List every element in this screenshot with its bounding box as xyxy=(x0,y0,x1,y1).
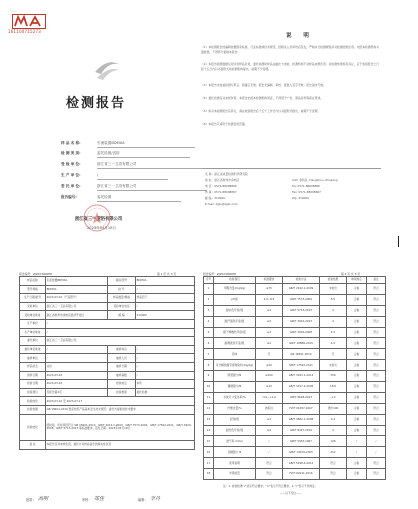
info-row xyxy=(20,354,195,363)
results-cell: / xyxy=(256,447,283,458)
results-cell: 合格 xyxy=(347,458,367,469)
results-cell: 耐光色牢度/级 xyxy=(214,425,256,436)
info-value-cell: / xyxy=(136,354,195,363)
info-row xyxy=(20,319,195,328)
contact-address-en: Add: 余杭区, Hangzhou, Zhejiang xyxy=(292,178,338,182)
field-value: 浙江省三一卫浴有限公司 xyxy=(97,162,137,166)
info-label-cell: 邮 编 xyxy=(108,311,136,320)
page-number: 第 2 页 共 3 页 xyxy=(341,272,361,276)
contact-zip-en: Zip: 310000 xyxy=(292,196,309,200)
results-footnote: 注：1. 检验结果"√"表示符合要求；"×"表示不符合要求。2. "/"表示不作判定。 xyxy=(223,484,318,488)
results-cell: ≥10 xyxy=(256,382,283,393)
cover-field-producer xyxy=(61,173,98,180)
page-number: 第 1 页 共 3 页 xyxy=(157,272,177,276)
results-cell: 符合 xyxy=(320,469,347,480)
results-cell: 合格 xyxy=(347,392,367,403)
results-cell: 17 xyxy=(204,458,214,469)
text-cursor xyxy=(398,236,399,247)
results-cell: 126 xyxy=(320,436,347,447)
info-value-cell: / xyxy=(46,345,108,354)
contact-divider xyxy=(203,168,381,169)
cover-field-category xyxy=(61,151,120,158)
results-cell: 纤维含量/% xyxy=(214,403,256,414)
results-cell: / xyxy=(347,436,367,447)
info-value-cell: 引流装置BDMXA xyxy=(46,277,108,286)
field-label: 生 产 单 位: xyxy=(61,173,81,177)
results-cell: 合格 xyxy=(347,294,367,305)
note-item: （5）如对本检测报告有异议，请在收到报告后十五个工作日内以书面形式提出，逾期不予受理。 xyxy=(201,109,321,113)
results-cell: GB/T 3922-2013 xyxy=(283,316,320,327)
note-item: （6）本报告只适用于检测目的范围。 xyxy=(201,122,248,126)
results-cell: 异味 xyxy=(214,349,256,360)
results-cell: 水洗尺寸变化率/% xyxy=(214,392,256,403)
results-cell: 符合 xyxy=(367,349,386,360)
results-cell: 符合 xyxy=(367,371,386,382)
results-cell: / xyxy=(367,447,386,458)
results-header-cell: 单项判定 xyxy=(347,277,367,284)
results-header-cell: 备注 xyxy=(367,277,386,284)
results-cell: 18.6 xyxy=(320,382,347,393)
results-cell: 2 xyxy=(204,294,214,305)
results-cell: 断裂强力/N xyxy=(214,371,256,382)
results-cell: 8 xyxy=(204,360,214,371)
results-cell: pH值 xyxy=(214,294,256,305)
info-label-cell: 抽样日期 xyxy=(108,362,136,371)
info-label-cell: 抽样基数 xyxy=(108,371,136,380)
test-results-table xyxy=(203,276,386,480)
results-header-cell: 序号 xyxy=(204,277,214,284)
results-cell: 符合 xyxy=(367,414,386,425)
info-value-cell: / xyxy=(46,354,108,363)
results-cell: 9 xyxy=(204,371,214,382)
results-cell: ≥3 xyxy=(256,316,283,327)
cma-logo xyxy=(12,14,46,29)
info-label-cell: 检验日期 xyxy=(20,380,46,389)
info-label-cell: 受检单位地址 xyxy=(20,311,46,320)
results-row xyxy=(204,294,386,305)
info-value-cell: / xyxy=(136,285,195,294)
info-row xyxy=(20,294,195,303)
contact-name: 名 称：浙江省质量检测科学研究院 xyxy=(205,172,248,176)
results-row xyxy=(204,316,386,327)
company-logo xyxy=(92,56,122,82)
results-cell: 合格 xyxy=(347,305,367,316)
info-value-cell: BDMXA xyxy=(136,277,195,286)
results-cell: 未检出 xyxy=(320,360,347,371)
results-cell: 4 xyxy=(204,316,214,327)
info-row xyxy=(20,397,195,406)
results-cell: 符合 xyxy=(367,338,386,349)
results-header-cell: 检验项目 xyxy=(214,277,256,284)
results-cell: / xyxy=(367,436,386,447)
results-cell: FZ/T 62011-2016 xyxy=(283,469,320,480)
results-cell: ≤75 xyxy=(256,284,283,295)
info-value-cell: 浙江省三一卫浴有限公司 xyxy=(46,337,195,346)
contact-zip: 邮 编：310000 xyxy=(205,196,225,200)
info-label-cell: 检验地点 xyxy=(108,380,136,389)
results-cell: 合格 xyxy=(347,371,367,382)
results-cell: 4 xyxy=(320,425,347,436)
results-cell: 4 xyxy=(320,316,347,327)
note-item: （4）委托检测仅对来样负责；本报告未经本检测机构同意，不得用于广告、商品宣传等商业用途。 xyxy=(201,96,324,100)
results-cell: 耐汗渍色牢度/级 xyxy=(214,316,256,327)
results-cell: 符合 xyxy=(367,284,386,295)
results-cell: 5 xyxy=(204,327,214,338)
contact-email: E-mail: zjjzx@zjjzx.com xyxy=(205,202,238,206)
results-cell: GB 18401-2010 xyxy=(283,349,320,360)
field-label: 报告编号: xyxy=(61,195,77,199)
info-value-cell: 浙江省三一卫浴有限公司 xyxy=(46,302,108,311)
results-cell: 合格 xyxy=(347,338,367,349)
contact-phone: 电 话：0571-88008866 xyxy=(205,184,237,188)
results-cell: 顶破强力 N xyxy=(214,447,256,458)
info-row xyxy=(20,311,195,320)
results-header-cell: 检验方法 xyxy=(283,277,320,284)
results-cell: GB/T 2912.1-2009 xyxy=(283,284,320,295)
results-cell: ≥3 xyxy=(256,327,283,338)
results-row xyxy=(204,403,386,414)
results-cell: 符合 xyxy=(367,425,386,436)
results-cell: 未检出 xyxy=(320,284,347,295)
reviewer-label: 审核： xyxy=(82,498,92,502)
results-cell: 符合 xyxy=(320,458,347,469)
info-label-cell: 委托单位 xyxy=(20,337,46,346)
results-cell: 14 xyxy=(204,425,214,436)
results-cell: GB/T 8628-2013 xyxy=(283,392,320,403)
results-cell: GB/T 3920-2008 xyxy=(283,327,320,338)
results-cell: GB/T 17592-2011 xyxy=(283,360,320,371)
cover-footer-company: 浙江省三一卫浴有限公司 xyxy=(75,217,123,222)
results-row xyxy=(204,382,386,393)
info-label-cell: 样品状态 xyxy=(20,362,46,371)
info-value-cell: 完好 xyxy=(46,362,108,371)
results-cell: 18 xyxy=(204,469,214,480)
field-value: 委托检测 xyxy=(97,195,112,199)
results-cell: -1.2 xyxy=(320,392,347,403)
reviewer-signature: 郑佳 xyxy=(94,496,105,502)
field-value: / xyxy=(97,173,99,177)
info-label-cell: 受检单位电话 xyxy=(108,302,136,311)
results-cell: 耐水色牢度/级 xyxy=(214,305,256,316)
sample-info-table xyxy=(19,276,195,450)
results-cell: 12 xyxy=(204,403,214,414)
info-label-cell: 抽样单位 xyxy=(20,354,46,363)
field-label: 委 托 单 位: xyxy=(61,184,81,188)
info-label-cell: 受检单位 xyxy=(20,302,46,311)
info-value-cell: 见报告第2页 xyxy=(46,388,108,397)
contact-fax-en: Fax: 0571-88008867 xyxy=(292,190,321,194)
results-cell: 6 xyxy=(204,338,214,349)
results-cell: 耐干摩擦色牢度/级 xyxy=(214,327,256,338)
results-cell: 1 xyxy=(204,284,214,295)
cover-field-inspected-unit xyxy=(61,162,137,169)
results-cell: 合格 xyxy=(347,425,367,436)
contact-phone-en: Tel: 0571-88008866 xyxy=(292,184,320,188)
results-cell: 符合 xyxy=(367,469,386,480)
results-row xyxy=(204,425,386,436)
results-cell: ≥3 xyxy=(256,305,283,316)
info-label-cell: 样品数量/规格 xyxy=(108,294,136,303)
results-cell: 16 xyxy=(204,447,214,458)
results-cell: 合格 xyxy=(347,360,367,371)
results-cell: 11 xyxy=(204,392,214,403)
author-label: 编制： xyxy=(138,498,148,502)
results-cell: 7 xyxy=(204,349,214,360)
results-cell: 13 xyxy=(204,414,214,425)
field-value: 引流装置BDMXA xyxy=(97,141,125,145)
info-row xyxy=(20,362,195,371)
results-cell: GB/T 5713-2013 xyxy=(283,305,320,316)
results-cell: 使用说明 xyxy=(214,458,256,469)
results-cell: 耐唾液色牢度/级 xyxy=(214,338,256,349)
info-row xyxy=(20,388,195,397)
info-row xyxy=(20,337,195,346)
info-row xyxy=(20,345,195,354)
results-cell: 15 xyxy=(204,436,214,447)
results-row xyxy=(204,284,386,295)
results-cell: GB/T 5453-1997 xyxy=(283,436,320,447)
results-cell: 符合 xyxy=(256,458,283,469)
results-cell: 符合 xyxy=(367,294,386,305)
results-header-cell: 标准要求 xyxy=(256,277,283,284)
info-value-cell: BDMXA xyxy=(46,285,108,294)
info-value-cell: 2023-03-10 至 2023-03-17 xyxy=(46,397,195,406)
results-cell: 合格 xyxy=(347,327,367,338)
results-cell: 合格 xyxy=(347,316,367,327)
results-header-row xyxy=(204,277,386,284)
info-value-cell: 本所 xyxy=(136,380,195,389)
info-label-cell: 检验结论 xyxy=(20,397,46,406)
results-row xyxy=(204,458,386,469)
info-label-cell: 检验项目 xyxy=(20,388,46,397)
results-cell: GB/T 7573-2009 xyxy=(283,294,320,305)
results-cell: GB/T 8427-2019 xyxy=(283,425,320,436)
results-cell: ≥4 xyxy=(256,338,283,349)
info-label-cell: 检验结论 xyxy=(20,414,46,440)
results-cell: / xyxy=(347,447,367,458)
results-cell: 符合 xyxy=(367,382,386,393)
info-label-cell: 备 注 xyxy=(20,440,46,449)
info-row xyxy=(20,405,195,414)
info-value-cell: 样品若干 xyxy=(136,294,195,303)
results-cell: 符合 xyxy=(367,327,386,338)
info-value-cell: 2023-03-10（产品型号） xyxy=(46,294,108,303)
results-cell: 符合 xyxy=(367,403,386,414)
info-value-cell: 310000 xyxy=(136,311,195,320)
results-header-cell: 检验结果 xyxy=(320,277,347,284)
cma-number: 161100715273 xyxy=(8,29,41,34)
results-cell: 4-5 xyxy=(320,327,347,338)
info-row xyxy=(20,440,195,449)
results-cell: 外观质量 xyxy=(214,469,256,480)
info-label-cell: 商标/型号 xyxy=(108,277,136,286)
info-value-cell: / xyxy=(136,362,195,371)
results-row xyxy=(204,305,386,316)
results-cell: 4 xyxy=(320,305,347,316)
results-cell: 符合 xyxy=(367,360,386,371)
info-value-cell: / xyxy=(136,371,195,380)
field-label: 样 品 名 称: xyxy=(61,141,81,145)
cover-field-sample xyxy=(61,141,125,148)
info-label-cell: 生产日期/批号 xyxy=(20,294,46,303)
results-cell: 412 xyxy=(320,447,347,458)
results-row xyxy=(204,338,386,349)
results-cell: FZ/T 01057-2007 xyxy=(283,403,320,414)
results-cell: ≥4 xyxy=(256,425,283,436)
info-value-cell: / xyxy=(46,328,195,337)
results-cell: GB/T 3923.1-2013 xyxy=(283,371,320,382)
results-cell: ≥3 xyxy=(256,414,283,425)
results-cell: 4-5 xyxy=(320,338,347,349)
info-row xyxy=(20,414,195,440)
approver-label: 批准： xyxy=(26,498,36,502)
results-cell: 符合 xyxy=(367,305,386,316)
results-cell: GB/T 5296.4-2012 xyxy=(283,458,320,469)
field-label: 检 测 类 别: xyxy=(61,151,81,155)
info-label-cell: 委托单位地址 xyxy=(20,345,46,354)
contact-address: 地 址：浙江省杭州市余杭区 xyxy=(205,178,240,182)
results-cell: 涤纶100 xyxy=(320,403,347,414)
results-end-note: ——以下空白—— xyxy=(280,491,302,495)
results-cell: ≤20 xyxy=(256,360,283,371)
results-cell: 3-4 xyxy=(320,414,347,425)
results-cell: -3.0~+1.0 xyxy=(256,392,283,403)
results-row xyxy=(204,349,386,360)
results-cell: 无 xyxy=(320,349,347,360)
results-row xyxy=(204,447,386,458)
cover-field-report-type xyxy=(61,195,111,202)
results-cell: 合格 xyxy=(347,382,367,393)
results-cell: 符合 xyxy=(256,469,283,480)
info-value-cell: 委托检测 xyxy=(136,388,195,397)
results-cell: 合格 xyxy=(347,414,367,425)
info-value-cell: / xyxy=(136,345,195,354)
results-cell: ≥200 xyxy=(256,371,283,382)
results-row xyxy=(204,436,386,447)
results-cell: 符合 xyxy=(367,458,386,469)
results-cell: 3 xyxy=(204,305,214,316)
results-cell: 撕破强力/N xyxy=(214,382,256,393)
info-label-cell: 型号规格 xyxy=(20,285,46,294)
info-row xyxy=(20,371,195,380)
notes-title: 说 明 xyxy=(286,33,314,39)
results-cell: 合格 xyxy=(347,469,367,480)
info-value-cell: / xyxy=(136,302,195,311)
report-title: 检测报告 xyxy=(66,96,127,111)
info-value-cell: / xyxy=(46,319,195,328)
report-number: 报告编号：ZJ202300088 xyxy=(19,272,52,276)
results-cell: GB/T 3917.2-2009 xyxy=(283,382,320,393)
info-value-cell: 本报告仅对来样负责，委托方对样品信息的真实性负责 xyxy=(46,440,195,449)
info-value-cell: 2023-03-10 xyxy=(46,380,108,389)
results-cell: GB/T 4802.1-2008 xyxy=(283,414,320,425)
results-cell: GB/T 19976-2005 xyxy=(283,447,320,458)
info-label-cell: 抽样地点 xyxy=(108,345,136,354)
results-cell: GB/T 18886-2019 xyxy=(283,338,320,349)
info-value-cell: GB 18401-2010 国家纺织产品基本安全技术规范；委托方提供的技术要求 xyxy=(46,405,195,414)
info-row xyxy=(20,380,195,389)
results-cell: 合格 xyxy=(347,403,367,414)
cover-field-client xyxy=(61,184,137,191)
results-row xyxy=(204,392,386,403)
results-cell: 可分解致癌芳香胺染料(mg/kg) xyxy=(214,360,256,371)
info-label-cell: 生产单位地址 xyxy=(20,328,46,337)
results-row xyxy=(204,371,386,382)
info-value-cell: 浙江省杭州市余杭区经济开发区 xyxy=(46,311,108,320)
results-cell: 符合 xyxy=(367,316,386,327)
info-label-cell: 样品名称 xyxy=(20,277,46,286)
results-cell: 起球/级 xyxy=(214,414,256,425)
results-cell: 甲醛含量(mg/kg) xyxy=(214,284,256,295)
results-cell: 合格 xyxy=(347,284,367,295)
info-label-cell: 批 号 xyxy=(108,285,136,294)
info-value-cell: 2023-03-10 xyxy=(46,371,108,380)
results-cell: 10 xyxy=(204,382,214,393)
results-cell: 透气率 mm/s xyxy=(214,436,256,447)
results-cell: / xyxy=(256,436,283,447)
approver-signature: 高明 xyxy=(38,496,49,502)
info-value-cell: 经检验，所检项目符合 GB 18401-2010、GB/T 2912.1-2009、GB/T 7573-2009、GB/T 17592-2011、GB/T 3920-2008、GB/T 5713-2013 等标准要求。签发日期：2023年04月18日 xyxy=(46,414,195,440)
info-label-cell: 生产单位 xyxy=(20,319,46,328)
info-row xyxy=(20,302,195,311)
results-cell: 6.5 xyxy=(320,294,347,305)
field-value: 浙江省三一卫浴有限公司 xyxy=(97,184,137,188)
field-label: 受 检 单 位: xyxy=(61,162,81,166)
results-cell: 合格 xyxy=(347,349,367,360)
results-cell: 符合 xyxy=(367,392,386,403)
info-row xyxy=(20,328,195,337)
info-label-cell: 检验依据 xyxy=(20,405,46,414)
cover-footer-date: 2023年04月18日 xyxy=(87,226,117,230)
info-row xyxy=(20,277,195,286)
note-item: （3）本报告未加盖检测专用章、骑缝章无效；报告无编制、审核、批准人签字无效；报告涂改无效。 xyxy=(201,83,326,87)
note-item: （2）本报告检测数据仅对所检样品负责，委托检测时样品由委托方送检，检测机构不对样品来源负责；对检测结果如有异议，应于收到报告之日起十五日内以书面形式向检测机构提出，逾期不予受理。 xyxy=(201,62,379,71)
info-label-cell: 抽样人员 xyxy=(108,354,136,363)
author-signature: 李丹 xyxy=(150,496,161,502)
field-value: 委托检测/送检 xyxy=(97,151,120,155)
results-cell: 356 xyxy=(320,371,347,382)
note-item: （1）本检测报告的编制依据国家标准、行业标准或技术规范，经相关人员审核后签发，严格执行检测规程并对检测结果负责。未经本检测机构书面批准，不得部分复制本报告。 xyxy=(201,45,379,54)
info-row xyxy=(20,285,195,294)
contact-fax: 传 真：0571-88008867 xyxy=(205,190,237,194)
results-row xyxy=(204,414,386,425)
info-label-cell: 到样日期 xyxy=(20,371,46,380)
results-row xyxy=(204,469,386,480)
results-cell: 4.0~8.5 xyxy=(256,294,283,305)
results-row xyxy=(204,360,386,371)
results-cell: 按标注 xyxy=(256,403,283,414)
report-number: 报告编号：ZJ202300088 xyxy=(203,272,236,276)
results-row xyxy=(204,327,386,338)
info-label-cell: 检验类别 xyxy=(108,388,136,397)
results-cell: 无 xyxy=(256,349,283,360)
